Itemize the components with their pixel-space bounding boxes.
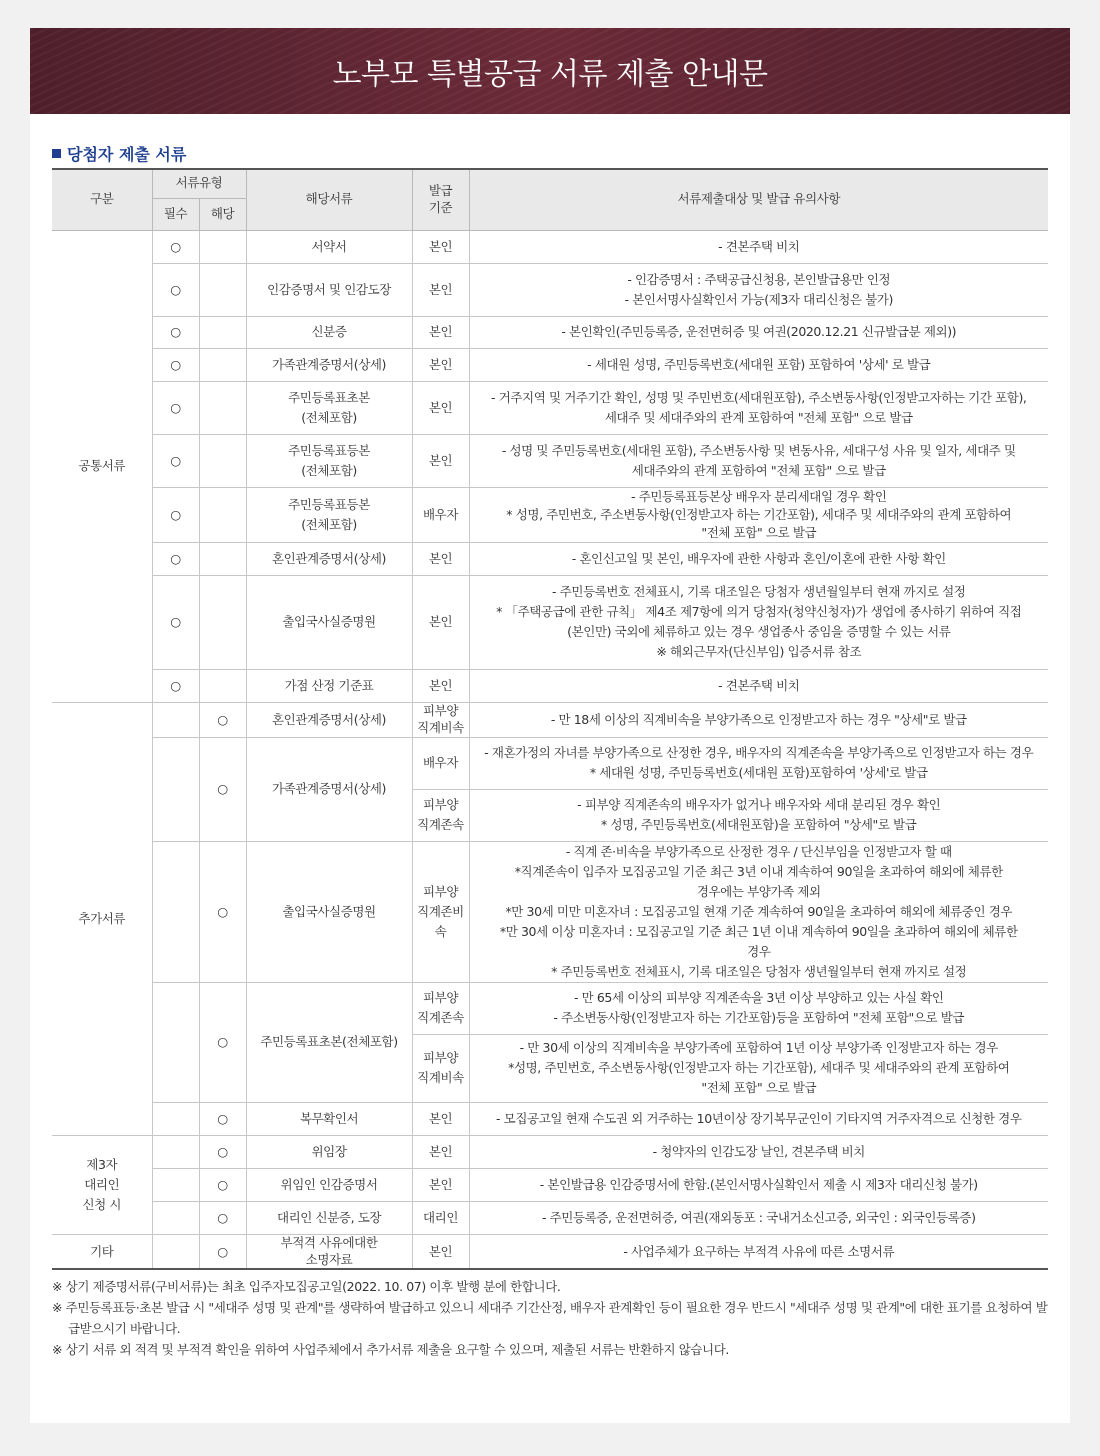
issue-basis: 피부양 직계존비속: [412, 841, 469, 982]
header-applicable: 해당: [199, 198, 246, 230]
header-document: 해당서류: [246, 169, 412, 230]
issue-basis: 본인: [412, 434, 469, 487]
document-sheet: [30, 28, 1070, 1423]
document-note: - 혼인신고일 및 본인, 배우자에 관한 사항과 혼인/이혼에 관한 사항 확인: [469, 542, 1048, 575]
applicable-cell: [199, 230, 246, 263]
table-row: [52, 1234, 1048, 1269]
document-name: 복무확인서: [246, 1102, 412, 1135]
document-name: 위임장: [246, 1135, 412, 1168]
issue-basis: 피부양 직계비속: [412, 702, 469, 737]
required-cell: [152, 702, 199, 737]
document-note: - 만 65세 이상의 피부양 직계존속을 3년 이상 부양하고 있는 사실 확인 - 주소변동사항(인정받고자 하는 기간포함)등을 포함하여 "전체 포함"으로 발급: [469, 982, 1048, 1034]
title-banner: [30, 28, 1070, 114]
table-row: [52, 1168, 1048, 1201]
issue-basis: 피부양 직계존속: [412, 982, 469, 1034]
required-mark: ○: [152, 230, 199, 263]
document-name: 서약서: [246, 230, 412, 263]
document-name: 주민등록표초본(전체포함): [246, 982, 412, 1102]
required-cell: [152, 841, 199, 982]
footnote: ※ 상기 서류 외 적격 및 부적격 확인을 위하여 사업주체에서 추가서류 제출을 요구할 수 있으며, 제출된 서류는 반환하지 않습니다.: [52, 1342, 729, 1357]
document-note: - 성명 및 주민등록번호(세대원 포함), 주소변동사항 및 변동사유, 세대구성 사유 및 일자, 세대주 및 세대주와의 관계 포함하여 "전체 포함" 으로 발급: [469, 434, 1048, 487]
issue-basis: 본인: [412, 263, 469, 316]
table-row: [52, 982, 1048, 1034]
document-note: - 본인발급용 인감증명서에 한함.(본인서명사실확인서 제출 시 제3자 대리신청 불가): [469, 1168, 1048, 1201]
applicable-mark: ○: [199, 1234, 246, 1269]
issue-basis: 본인: [412, 348, 469, 381]
issue-basis: 본인: [412, 1168, 469, 1201]
document-name: 인감증명서 및 인감도장: [246, 263, 412, 316]
header-required: 필수: [152, 198, 199, 230]
applicable-mark: ○: [199, 1102, 246, 1135]
issue-basis: 배우자: [412, 487, 469, 542]
document-name: 신분증: [246, 316, 412, 348]
issue-basis: 배우자: [412, 737, 469, 789]
page-title: 노부모 특별공급 서류 제출 안내문: [332, 57, 768, 92]
issue-basis: 본인: [412, 1135, 469, 1168]
document-name: 주민등록표등본 (전체포함): [246, 487, 412, 542]
document-name: 가점 산정 기준표: [246, 669, 412, 702]
table-row: [52, 1201, 1048, 1234]
table-row: [52, 381, 1048, 434]
table-row: [52, 230, 1048, 263]
table-row: [52, 575, 1048, 669]
document-name: 가족관계증명서(상세): [246, 348, 412, 381]
section-title-text: 당첨자 제출 서류: [67, 145, 187, 164]
table-row: [52, 1102, 1048, 1135]
header-category: 구분: [52, 169, 152, 230]
table-row: [52, 434, 1048, 487]
applicable-cell: [199, 263, 246, 316]
document-note: - 주민등록번호 전체표시, 기록 대조일은 당첨자 생년월일부터 현재 까지로 설정 * 「주택공급에 관한 규칙」 제4조 제7항에 의거 당첨자(청약신청자)가 생업에 종사하기 위하여 직접 (본인만) 국외에 체류하고 있는 경우 생업종사 중임을 증명할 수 있는 서류 ※ 해외근무자(단신부임) 입증서류 참조: [469, 575, 1048, 669]
table-row: [52, 263, 1048, 316]
issue-basis: 본인: [412, 230, 469, 263]
document-note: - 인감증명서 : 주택공급신청용, 본인발급용만 인정 - 본인서명사실확인서 가능(제3자 대리신청은 불가): [469, 263, 1048, 316]
required-cell: [152, 1168, 199, 1201]
table-row: [52, 737, 1048, 789]
document-note: - 모집공고일 현재 수도권 외 거주하는 10년이상 장기복무군인이 기타지역 거주자격으로 신청한 경우: [469, 1102, 1048, 1135]
required-cell: [152, 737, 199, 841]
document-note: - 주민등록증, 운전면허증, 여권(재외동포 : 국내거소신고증, 외국인 : 외국인등록증): [469, 1201, 1048, 1234]
issue-basis: 본인: [412, 542, 469, 575]
required-mark: ○: [152, 542, 199, 575]
header-notes: 서류제출대상 및 발급 유의사항: [469, 169, 1048, 230]
table-row: [52, 669, 1048, 702]
issue-basis: 본인: [412, 669, 469, 702]
applicable-mark: ○: [199, 1201, 246, 1234]
document-note: - 청약자의 인감도장 날인, 견본주택 비치: [469, 1135, 1048, 1168]
footnote: ※ 주민등록표등·초본 발급 시 "세대주 성명 및 관계"를 생략하여 발급하고 있으니 세대주 기간산정, 배우자 관계확인 등이 필요한 경우 반드시 "세대주 성명 및 관계"에 대한 표기를 요청하여 발급받으시기 바랍니다.: [52, 1300, 1048, 1336]
document-note: - 견본주택 비치: [469, 230, 1048, 263]
required-cell: [152, 1135, 199, 1168]
table-row: [52, 487, 1048, 542]
document-note: - 본인확인(주민등록증, 운전면허증 및 여권(2020.12.21 신규발급분 제외)): [469, 316, 1048, 348]
table-row: [52, 542, 1048, 575]
document-note: - 피부양 직계존속의 배우자가 없거나 배우자와 세대 분리된 경우 확인 * 성명, 주민등록번호(세대원포함)을 포함하여 "상세"로 발급: [469, 789, 1048, 841]
document-name: 혼인관계증명서(상세): [246, 542, 412, 575]
issue-basis: 본인: [412, 316, 469, 348]
section-title: [52, 142, 186, 165]
header-issue-basis: 발급 기준: [412, 169, 469, 230]
document-name: 부적격 사유에대한 소명자료: [246, 1234, 412, 1269]
required-mark: ○: [152, 316, 199, 348]
applicable-mark: ○: [199, 1168, 246, 1201]
issue-basis: 피부양 직계존속: [412, 789, 469, 841]
required-cell: [152, 1234, 199, 1269]
issue-basis: 본인: [412, 1234, 469, 1269]
documents-table: [52, 168, 1048, 1270]
applicable-cell: [199, 487, 246, 542]
applicable-mark: ○: [199, 702, 246, 737]
footnote: ※ 상기 제증명서류(구비서류)는 최초 입주자모집공고일(2022. 10. 07) 이후 발행 분에 한합니다.: [52, 1279, 561, 1294]
document-name: 출입국사실증명원: [246, 575, 412, 669]
group-other: 기타: [52, 1234, 152, 1269]
applicable-cell: [199, 348, 246, 381]
required-cell: [152, 1102, 199, 1135]
document-note: - 재혼가정의 자녀를 부양가족으로 산정한 경우, 배우자의 직계존속을 부양가족으로 인정받고자 하는 경우 * 세대원 성명, 주민등록번호(세대원 포함)포함하여 '상세'로 발급: [469, 737, 1048, 789]
document-note: - 만 30세 이상의 직계비속을 부양가족에 포함하여 1년 이상 부양가족 인정받고자 하는 경우 *성명, 주민번호, 주소변동사항(인정받고자 하는 기간포함), 세대주 및 세대주와의 관계 포함하여 "전체 포함" 으로 발급: [469, 1034, 1048, 1102]
document-note: - 직계 존·비속을 부양가족으로 산정한 경우 / 단신부임을 인정받고자 할 때 *직계존속이 입주자 모집공고일 기준 최근 3년 이내 계속하여 90일을 초과하여 해외에 체류한 경우에는 부양가족 제외 *만 30세 미만 미혼자녀 : 모집공고일 현재 기준 계속하여 90일을 초과하여 해외에 체류중인 경우 *만 30세 이상 미혼자녀 : 모집공고일 기준 최근 1년 이내 계속하여 90일을 초과하여 해외에 체류한 경우 * 주민등록번호 전체표시, 기록 대조일은 당첨자 생년월일부터 현재 까지로 설정: [469, 841, 1048, 982]
square-bullet-icon: [52, 149, 61, 158]
required-mark: ○: [152, 381, 199, 434]
issue-basis: 대리인: [412, 1201, 469, 1234]
document-name: 주민등록표등본 (전체포함): [246, 434, 412, 487]
required-mark: ○: [152, 575, 199, 669]
applicable-mark: ○: [199, 841, 246, 982]
group-additional: 추가서류: [52, 702, 152, 1135]
table-row: [52, 841, 1048, 982]
document-name: 가족관계증명서(상세): [246, 737, 412, 841]
applicable-mark: ○: [199, 737, 246, 841]
required-mark: ○: [152, 434, 199, 487]
document-name: 위임인 인감증명서: [246, 1168, 412, 1201]
issue-basis: 본인: [412, 381, 469, 434]
required-cell: [152, 982, 199, 1102]
required-mark: ○: [152, 487, 199, 542]
applicable-cell: [199, 434, 246, 487]
required-mark: ○: [152, 348, 199, 381]
document-note: - 사업주체가 요구하는 부적격 사유에 따른 소명서류: [469, 1234, 1048, 1269]
document-note: - 세대원 성명, 주민등록번호(세대원 포함) 포함하여 '상세' 로 발급: [469, 348, 1048, 381]
issue-basis: 피부양 직계비속: [412, 1034, 469, 1102]
document-name: 대리인 신분증, 도장: [246, 1201, 412, 1234]
applicable-cell: [199, 381, 246, 434]
applicable-mark: ○: [199, 1135, 246, 1168]
document-note: - 거주지역 및 거주기간 확인, 성명 및 주민번호(세대원포함), 주소변동사항(인정받고자하는 기간 포함), 세대주 및 세대주와의 관계 포함하여 "전체 포함" 으로 발급: [469, 381, 1048, 434]
applicable-cell: [199, 575, 246, 669]
group-proxy: 제3자 대리인 신청 시: [52, 1135, 152, 1234]
applicable-mark: ○: [199, 982, 246, 1102]
table-row: [52, 702, 1048, 737]
applicable-cell: [199, 669, 246, 702]
group-common: 공통서류: [52, 230, 152, 702]
issue-basis: 본인: [412, 575, 469, 669]
document-name: 혼인관계증명서(상세): [246, 702, 412, 737]
required-mark: ○: [152, 669, 199, 702]
header-doc-type: 서류유형: [152, 169, 246, 198]
table-row: [52, 348, 1048, 381]
document-name: 주민등록표초본 (전체포함): [246, 381, 412, 434]
table-row: [52, 1135, 1048, 1168]
applicable-cell: [199, 542, 246, 575]
document-note: - 주민등록표등본상 배우자 분리세대일 경우 확인 * 성명, 주민번호, 주소변동사항(인정받고자 하는 기간포함), 세대주 및 세대주와의 관계 포함하여 "전체 포함" 으로 발급: [469, 487, 1048, 542]
footnotes: [52, 1276, 1048, 1360]
document-note: - 견본주택 비치: [469, 669, 1048, 702]
table-row: [52, 316, 1048, 348]
issue-basis: 본인: [412, 1102, 469, 1135]
applicable-cell: [199, 316, 246, 348]
document-note: - 만 18세 이상의 직계비속을 부양가족으로 인정받고자 하는 경우 "상세"로 발급: [469, 702, 1048, 737]
required-cell: [152, 1201, 199, 1234]
required-mark: ○: [152, 263, 199, 316]
document-name: 출입국사실증명원: [246, 841, 412, 982]
